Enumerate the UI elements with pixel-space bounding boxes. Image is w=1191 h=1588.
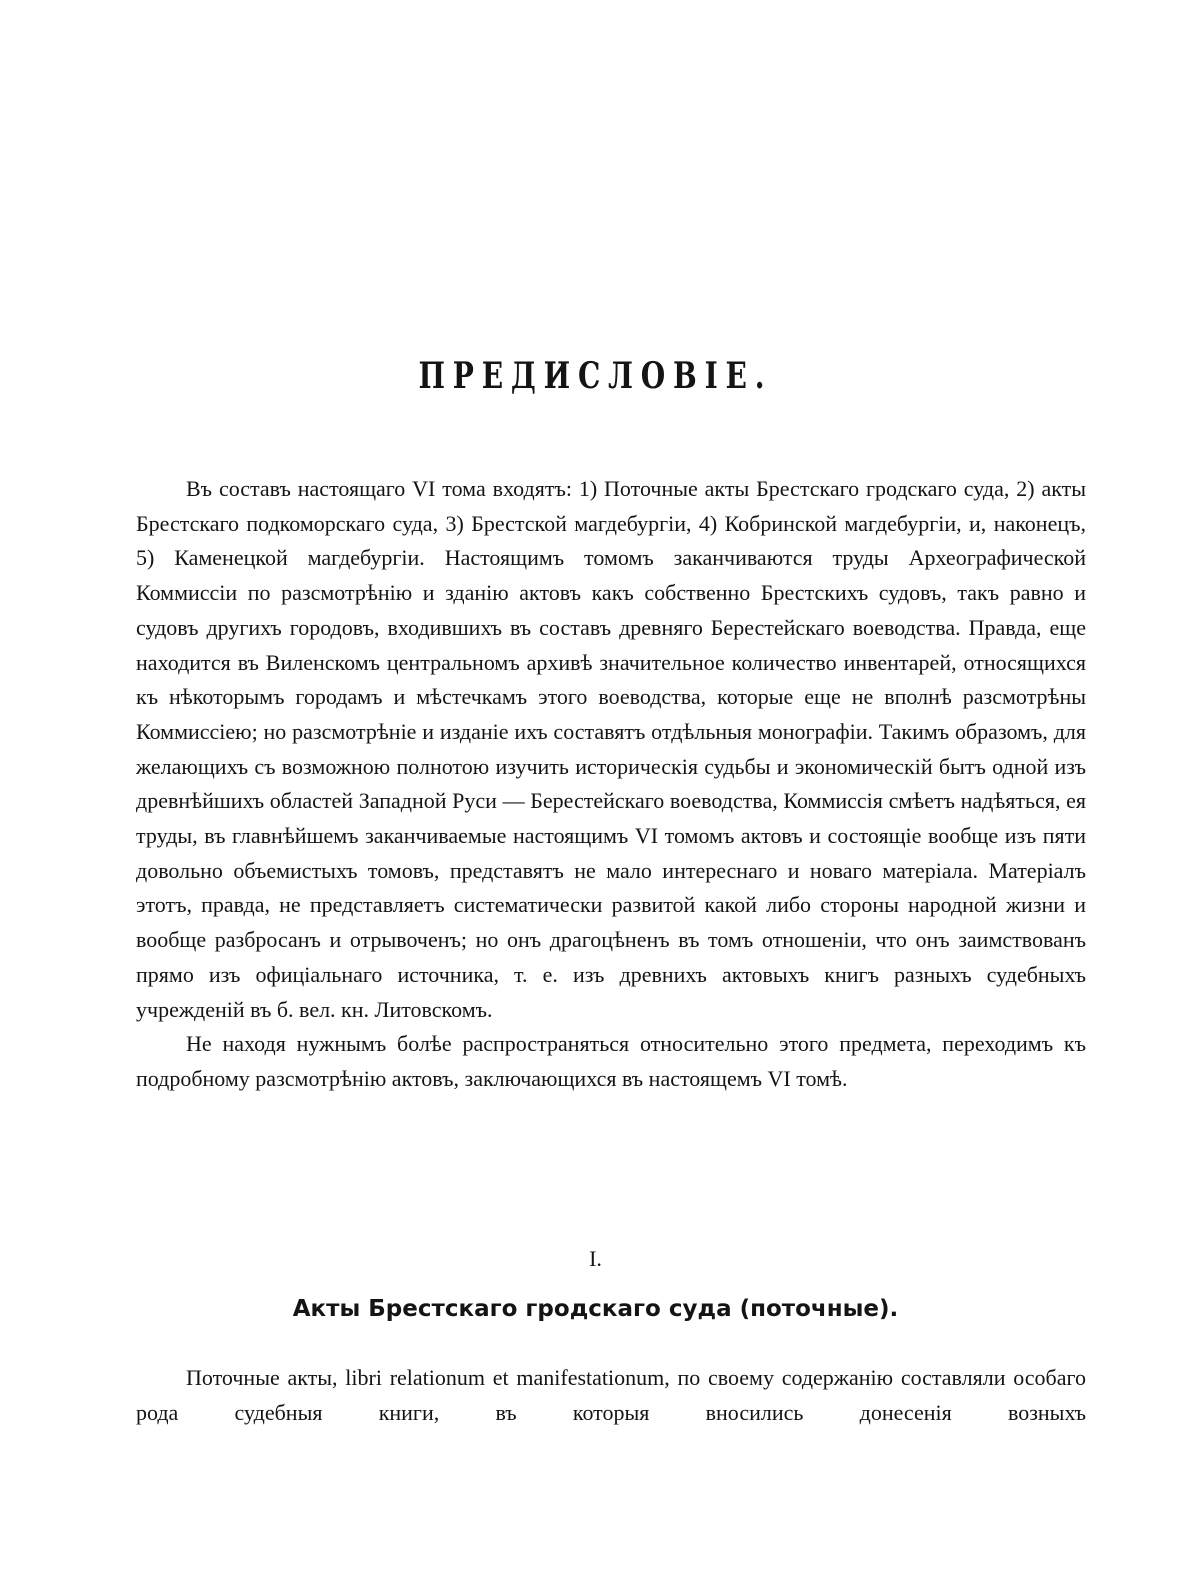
preface-body [136,472,1086,1097]
section-paragraph: Поточные акты, libri relationum et manifestationum, по своему содержанію составляли особаго рода судебныя книги, въ которыя вносились донесенія возныхъ [136,1365,1086,1425]
section-heading: Акты Брестскаго гродскаго суда (поточные). [292,1296,899,1322]
preface-paragraph-2: Не находя нужнымъ болѣе распространяться относительно этого предмета, переходимъ къ подробному разсмотрѣнію актовъ, заключающихся въ настоящемъ VI томѣ. [136,1031,1086,1091]
page-title: ПРЕДИСЛОВІЕ. [418,355,773,397]
section-number: I. [589,1246,602,1271]
section-body [136,1360,1086,1430]
preface-paragraph-1: Въ составъ настоящаго VI тома входятъ: 1) Поточные акты Брестскаго гродскаго суда, 2) акты Брестскаго подкоморскаго суда, 3) Брестской магдебургіи, 4) Кобринской магдебургіи, и, наконецъ, 5) Каменецкой магдебургіи. Настоящимъ томомъ заканчиваются труды Археографической Коммиссіи по разсмотрѣнію и зданію актовъ какъ собственно Брестскихъ судовъ, такъ равно и судовъ другихъ городовъ, входившихъ въ составъ древняго Берестейскаго воеводства. Правда, еще находится въ Виленскомъ центральномъ архивѣ значительное количество инвентарей, относящихся къ нѣкоторымъ городамъ и мѣстечкамъ этого воеводства, которые еще не вполнѣ разсмотрѣны Коммиссіею; но разсмотрѣніе и изданіе ихъ составятъ отдѣльныя монографіи. Такимъ образомъ, для желающихъ съ возможною полнотою изучить историческія судьбы и экономическій бытъ одной изъ древнѣйшихъ областей Западной Руси — Берестейскаго воеводства, Коммиссія смѣетъ надѣяться, ея труды, въ главнѣйшемъ заканчиваемые настоящимъ VI томомъ актовъ и состоящіе вообще изъ пяти довольно объемистыхъ томовъ, представятъ не мало интереснаго и новаго матеріала. Матеріалъ этотъ, правда, не представляетъ систематически развитой какой либо стороны народной жизни и вообще разбросанъ и отрывоченъ; но онъ драгоцѣненъ въ томъ отношеніи, что онъ заимствованъ прямо изъ офиціальнаго источника, т. е. изъ древнихъ актовыхъ книгъ разныхъ судебныхъ учрежденій въ б. вел. кн. Литовскомъ. [136,476,1086,1022]
